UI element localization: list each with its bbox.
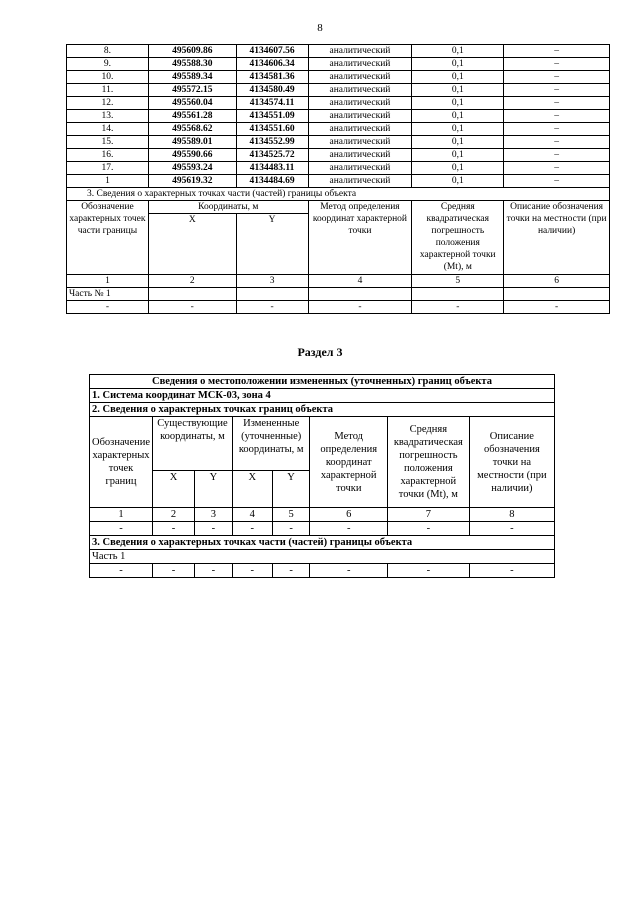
table-row — [67, 123, 610, 136]
x-value: 495589.01 — [148, 136, 236, 149]
description-value: – — [504, 175, 610, 188]
x-value: 495593.24 — [148, 162, 236, 175]
table-row — [67, 162, 610, 175]
table-row — [67, 175, 610, 188]
point-number: 15. — [67, 136, 149, 149]
accuracy-value: 0,1 — [412, 162, 504, 175]
dash-cell: - — [469, 522, 554, 536]
table-row — [67, 71, 610, 84]
table-row — [67, 58, 610, 71]
header-points: Обозначение характерных точек границ — [90, 417, 153, 508]
part-section-title: 3. Сведения о характерных точках части (частей) границы объекта — [67, 188, 610, 201]
accuracy-value: 0,1 — [412, 45, 504, 58]
point-number: 11. — [67, 84, 149, 97]
header-y: Y — [194, 470, 232, 507]
accuracy-value: 0,1 — [412, 97, 504, 110]
header-y: Y — [272, 470, 310, 507]
dash-cell: - — [67, 301, 149, 314]
coordinates-table — [66, 44, 610, 314]
description-value: – — [504, 84, 610, 97]
col-number: 1 — [67, 275, 149, 288]
y-value: 4134552.99 — [236, 136, 308, 149]
point-number: 13. — [67, 110, 149, 123]
part-points-line: 3. Сведения о характерных точках части (частей) границы объекта — [90, 536, 555, 550]
table-row — [67, 97, 610, 110]
point-number: 16. — [67, 149, 149, 162]
part-label: Часть 1 — [90, 550, 555, 564]
col-number: 2 — [153, 508, 195, 522]
dash-cell: - — [308, 301, 412, 314]
header-x: X — [232, 470, 272, 507]
x-value: 495619.32 — [148, 175, 236, 188]
section-3-table — [89, 374, 555, 578]
accuracy-value: 0,1 — [412, 123, 504, 136]
dash-cell: - — [153, 522, 195, 536]
header-changed: Измененные (уточненные) координаты, м — [232, 417, 310, 471]
col-number: 2 — [148, 275, 236, 288]
col-number: 8 — [469, 508, 554, 522]
y-value: 4134484.69 — [236, 175, 308, 188]
point-number: 12. — [67, 97, 149, 110]
point-number: 1 — [67, 175, 149, 188]
method-value: аналитический — [308, 162, 412, 175]
dash-cell: - — [90, 522, 153, 536]
header-accuracy: Средняя квадратическая погрешность положения характерной точки (Mt), м — [412, 201, 504, 275]
x-value: 495561.28 — [148, 110, 236, 123]
dash-cell: - — [412, 301, 504, 314]
y-value: 4134525.72 — [236, 149, 308, 162]
header-y: Y — [236, 214, 308, 275]
x-value: 495590.66 — [148, 149, 236, 162]
y-value: 4134551.60 — [236, 123, 308, 136]
description-value: – — [504, 162, 610, 175]
dash-cell: - — [387, 564, 469, 578]
accuracy-value: 0,1 — [412, 84, 504, 97]
dash-cell: - — [469, 564, 554, 578]
x-value: 495588.30 — [148, 58, 236, 71]
section-3-heading: Раздел 3 — [297, 345, 343, 359]
y-value: 4134581.36 — [236, 71, 308, 84]
table-row — [67, 110, 610, 123]
header-points: Обозначение характерных точек части границы — [67, 201, 149, 275]
point-number: 14. — [67, 123, 149, 136]
header-coords: Координаты, м — [148, 201, 308, 214]
points-section-line: 2. Сведения о характерных точках границ объекта — [90, 403, 555, 417]
col-number: 7 — [387, 508, 469, 522]
col-number: 3 — [236, 275, 308, 288]
header-method: Метод определения координат характерной точки — [310, 417, 388, 508]
method-value: аналитический — [308, 97, 412, 110]
dash-cell: - — [272, 564, 310, 578]
y-value: 4134580.49 — [236, 84, 308, 97]
dash-cell: - — [387, 522, 469, 536]
col-number: 6 — [504, 275, 610, 288]
col-number: 3 — [194, 508, 232, 522]
dash-cell: - — [272, 522, 310, 536]
method-value: аналитический — [308, 149, 412, 162]
method-value: аналитический — [308, 84, 412, 97]
col-number: 1 — [90, 508, 153, 522]
accuracy-value: 0,1 — [412, 110, 504, 123]
header-x: X — [153, 470, 195, 507]
table-row — [67, 136, 610, 149]
accuracy-value: 0,1 — [412, 58, 504, 71]
header-x: X — [148, 214, 236, 275]
dash-cell: - — [504, 301, 610, 314]
y-value: 4134607.56 — [236, 45, 308, 58]
dash-cell: - — [310, 564, 388, 578]
table-row — [67, 84, 610, 97]
coord-system-line: 1. Система координат МСК-03, зона 4 — [90, 389, 555, 403]
dash-cell: - — [194, 522, 232, 536]
y-value: 4134551.09 — [236, 110, 308, 123]
table-row — [67, 45, 610, 58]
dash-cell: - — [310, 522, 388, 536]
method-value: аналитический — [308, 58, 412, 71]
col-number: 6 — [310, 508, 388, 522]
description-value: – — [504, 149, 610, 162]
method-value: аналитический — [308, 45, 412, 58]
header-existing: Существующие координаты, м — [153, 417, 233, 471]
method-value: аналитический — [308, 71, 412, 84]
point-number: 10. — [67, 71, 149, 84]
dash-cell: - — [153, 564, 195, 578]
x-value: 495560.04 — [148, 97, 236, 110]
description-value: – — [504, 71, 610, 84]
x-value: 495572.15 — [148, 84, 236, 97]
header-description: Описание обозначения точки на местности (при наличии) — [469, 417, 554, 508]
dash-cell: - — [236, 301, 308, 314]
accuracy-value: 0,1 — [412, 136, 504, 149]
accuracy-value: 0,1 — [412, 175, 504, 188]
description-value: – — [504, 58, 610, 71]
x-value: 495568.62 — [148, 123, 236, 136]
accuracy-value: 0,1 — [412, 149, 504, 162]
part-label: Часть № 1 — [67, 288, 149, 301]
y-value: 4134606.34 — [236, 58, 308, 71]
col-number: 4 — [308, 275, 412, 288]
dash-cell: - — [194, 564, 232, 578]
description-value: – — [504, 110, 610, 123]
method-value: аналитический — [308, 123, 412, 136]
header-accuracy: Средняя квадратическая погрешность положения характерной точки (Mt), м — [387, 417, 469, 508]
col-number: 4 — [232, 508, 272, 522]
header-method: Метод определения координат характерной точки — [308, 201, 412, 275]
page-number: 8 — [317, 22, 323, 34]
point-number: 9. — [67, 58, 149, 71]
y-value: 4134483.11 — [236, 162, 308, 175]
section-3-title: Сведения о местоположении измененных (уточненных) границ объекта — [90, 375, 555, 389]
accuracy-value: 0,1 — [412, 71, 504, 84]
point-number: 8. — [67, 45, 149, 58]
x-value: 495609.86 — [148, 45, 236, 58]
col-number: 5 — [272, 508, 310, 522]
dash-cell: - — [232, 522, 272, 536]
col-number: 5 — [412, 275, 504, 288]
method-value: аналитический — [308, 136, 412, 149]
dash-cell: - — [90, 564, 153, 578]
description-value: – — [504, 136, 610, 149]
method-value: аналитический — [308, 175, 412, 188]
header-description: Описание обозначения точки на местности (при наличии) — [504, 201, 610, 275]
y-value: 4134574.11 — [236, 97, 308, 110]
x-value: 495589.34 — [148, 71, 236, 84]
description-value: – — [504, 45, 610, 58]
point-number: 17. — [67, 162, 149, 175]
table-row — [67, 149, 610, 162]
dash-cell: - — [232, 564, 272, 578]
description-value: – — [504, 123, 610, 136]
method-value: аналитический — [308, 110, 412, 123]
description-value: – — [504, 97, 610, 110]
dash-cell: - — [148, 301, 236, 314]
